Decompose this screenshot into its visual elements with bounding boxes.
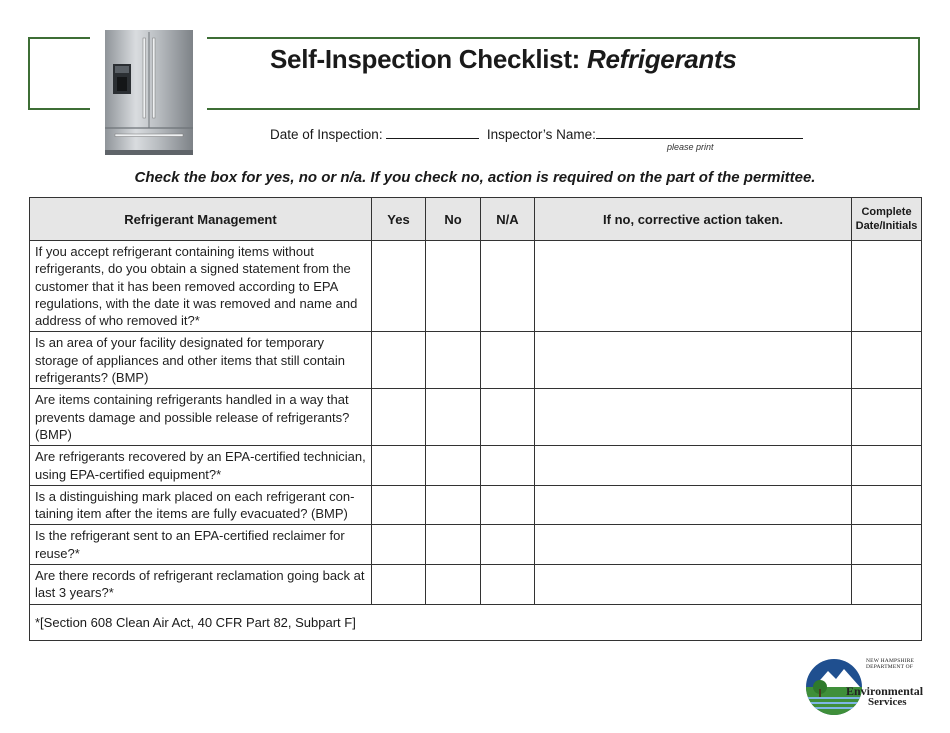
complete-date-cell[interactable] — [852, 446, 922, 486]
table-row — [30, 485, 922, 525]
yes-checkbox-cell[interactable] — [372, 389, 426, 446]
no-checkbox-cell[interactable] — [426, 389, 481, 446]
yes-checkbox-cell[interactable] — [372, 565, 426, 605]
question-cell: Are there records of refrigerant reclamation going back at last 3 years?* — [30, 565, 372, 605]
no-checkbox-cell[interactable] — [426, 565, 481, 605]
header-no: No — [426, 198, 481, 241]
header-yes: Yes — [372, 198, 426, 241]
no-checkbox-cell[interactable] — [426, 241, 481, 332]
logo-state-text: NEW HAMPSHIRE DEPARTMENT OF — [866, 658, 915, 670]
yes-checkbox-cell[interactable] — [372, 332, 426, 389]
instruction-text: Check the box for yes, no or n/a. If you check no, action is required on the part of the permittee. — [134, 169, 816, 186]
table-row — [30, 389, 922, 446]
yes-checkbox-cell[interactable] — [372, 241, 426, 332]
corrective-action-cell[interactable] — [535, 565, 852, 605]
no-checkbox-cell[interactable] — [426, 485, 481, 525]
na-checkbox-cell[interactable] — [481, 525, 535, 565]
date-field[interactable] — [386, 125, 479, 139]
corrective-action-cell[interactable] — [535, 389, 852, 446]
corrective-action-cell[interactable] — [535, 485, 852, 525]
complete-date-cell[interactable] — [852, 525, 922, 565]
na-checkbox-cell[interactable] — [481, 446, 535, 486]
complete-date-cell[interactable] — [852, 332, 922, 389]
complete-date-cell[interactable] — [852, 565, 922, 605]
table-row — [30, 565, 922, 605]
na-checkbox-cell[interactable] — [481, 241, 535, 332]
no-checkbox-cell[interactable] — [426, 446, 481, 486]
question-cell: Is an area of your facility designated for temporary storage of appliances and other items that still contain refrigerants? (BMP) — [30, 332, 372, 389]
table-row — [30, 525, 922, 565]
inspector-label: Inspector’s Name: — [486, 127, 596, 142]
yes-checkbox-cell[interactable] — [372, 446, 426, 486]
table-row — [30, 332, 922, 389]
inspector-name-field[interactable] — [596, 125, 803, 139]
na-checkbox-cell[interactable] — [481, 565, 535, 605]
corrective-action-cell[interactable] — [535, 241, 852, 332]
table-row — [30, 241, 922, 332]
table-row — [30, 446, 922, 486]
question-cell: If you accept refrigerant containing items without refrigerants, do you obtain a signed statement from the customer that it has been removed according to EPA regulations, with the date it was removed and name and address of who removed it?* — [30, 241, 372, 332]
corrective-action-cell[interactable] — [535, 525, 852, 565]
header-complete-date: Complete Date/Initials — [852, 198, 922, 241]
please-print-note: please print — [667, 142, 714, 152]
question-cell: Is the refrigerant sent to an EPA-certified reclaimer for reuse?* — [30, 525, 372, 565]
header-refrigerant-management: Refrigerant Management — [30, 198, 372, 241]
page-title: Self-Inspection Checklist: Refrigerants — [270, 44, 737, 74]
logo-environmental-text: Environmental — [846, 684, 924, 698]
refrigerator-image — [105, 30, 193, 155]
inspection-meta — [270, 125, 803, 142]
complete-date-cell[interactable] — [852, 485, 922, 525]
table-header-row — [30, 198, 922, 241]
na-checkbox-cell[interactable] — [481, 332, 535, 389]
corrective-action-cell[interactable] — [535, 446, 852, 486]
yes-checkbox-cell[interactable] — [372, 485, 426, 525]
logo-services-text: Services — [868, 696, 907, 708]
na-checkbox-cell[interactable] — [481, 389, 535, 446]
complete-date-cell[interactable] — [852, 389, 922, 446]
question-cell: Are refrigerants recovered by an EPA-certified technician, using EPA-certified equipment?* — [30, 446, 372, 486]
nhdes-logo — [804, 655, 924, 715]
complete-date-cell[interactable] — [852, 241, 922, 332]
na-checkbox-cell[interactable] — [481, 485, 535, 525]
yes-checkbox-cell[interactable] — [372, 525, 426, 565]
question-cell: Is a distinguishing mark placed on each refrigerant con-taining item after the items are fully evacuated? (BMP) — [30, 485, 372, 525]
corrective-action-cell[interactable] — [535, 332, 852, 389]
checklist-table — [29, 197, 922, 641]
header-na: N/A — [481, 198, 535, 241]
footnote-row — [30, 604, 922, 640]
no-checkbox-cell[interactable] — [426, 332, 481, 389]
header-corrective-action: If no, corrective action taken. — [535, 198, 852, 241]
question-cell: Are items containing refrigerants handled in a way that prevents damage and possible release of refrigerants? (BMP) — [30, 389, 372, 446]
date-label: Date of Inspection: — [270, 127, 383, 142]
footnote-text: *[Section 608 Clean Air Act, 40 CFR Part 82, Subpart F] — [30, 604, 922, 640]
no-checkbox-cell[interactable] — [426, 525, 481, 565]
